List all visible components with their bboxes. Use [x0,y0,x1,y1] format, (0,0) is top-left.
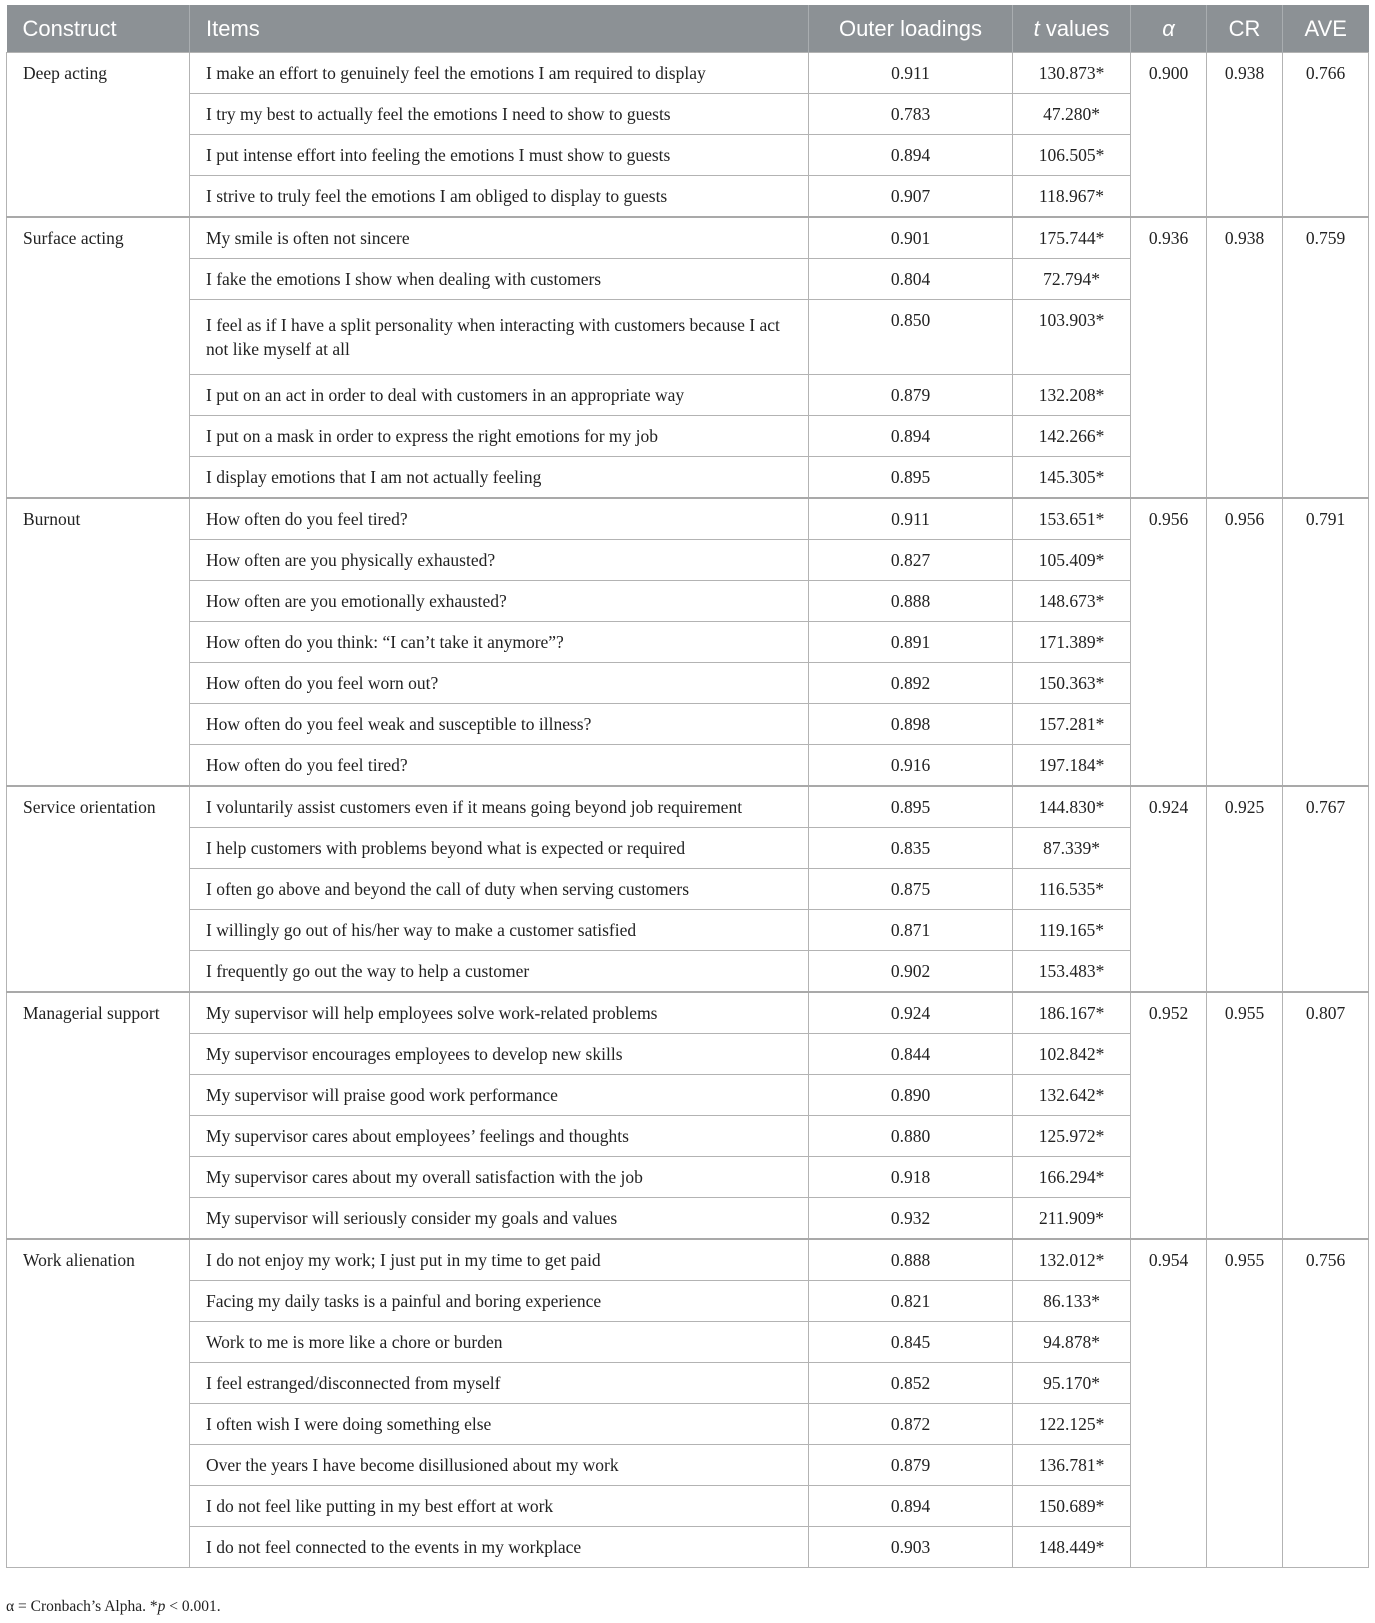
alpha-cell: 0.936 [1131,217,1207,498]
item-cell: My supervisor will praise good work performance [190,1075,809,1116]
t-value-cell: 132.208* [1013,375,1131,416]
item-cell: My supervisor will help employees solve work-related problems [190,992,809,1034]
t-value-cell: 132.642* [1013,1075,1131,1116]
ave-cell: 0.807 [1283,992,1369,1239]
t-value-cell: 150.363* [1013,663,1131,704]
construct-cell: Surface acting [7,217,190,498]
ave-cell: 0.756 [1283,1239,1369,1568]
item-cell: My supervisor cares about my overall satisfaction with the job [190,1157,809,1198]
cr-cell: 0.955 [1207,1239,1283,1568]
outer-loading-cell: 0.918 [809,1157,1013,1198]
cr-cell: 0.956 [1207,498,1283,786]
header-alpha [1131,5,1207,53]
alpha-cell: 0.954 [1131,1239,1207,1568]
item-cell: My supervisor encourages employees to develop new skills [190,1034,809,1075]
outer-loading-cell: 0.888 [809,581,1013,622]
construct-cell: Service orientation [7,786,190,992]
item-cell: I fake the emotions I show when dealing with customers [190,259,809,300]
item-cell: I strive to truly feel the emotions I am obliged to display to guests [190,176,809,218]
outer-loading-cell: 0.894 [809,1486,1013,1527]
footnote-pre: α = Cronbach’s Alpha. * [6,1598,158,1615]
table-body [7,53,1369,1568]
item-cell: Work to me is more like a chore or burden [190,1322,809,1363]
t-value-cell: 136.781* [1013,1445,1131,1486]
item-cell: I make an effort to genuinely feel the emotions I am required to display [190,53,809,94]
item-cell: I display emotions that I am not actually feeling [190,457,809,499]
t-value-cell: 211.909* [1013,1198,1131,1240]
outer-loading-cell: 0.892 [809,663,1013,704]
outer-loading-cell: 0.879 [809,375,1013,416]
item-cell: I voluntarily assist customers even if it means going beyond job requirement [190,786,809,828]
item-cell: Over the years I have become disillusioned about my work [190,1445,809,1486]
t-value-cell: 106.505* [1013,135,1131,176]
construct-cell: Burnout [7,498,190,786]
table-row [7,217,1369,259]
item-cell: How often do you think: “I can’t take it anymore”? [190,622,809,663]
outer-loading-cell: 0.894 [809,135,1013,176]
t-value-cell: 148.449* [1013,1527,1131,1568]
header-cr: CR [1207,5,1283,53]
header-t-rest: values [1039,15,1110,41]
cr-cell: 0.955 [1207,992,1283,1239]
item-cell: I put on a mask in order to express the right emotions for my job [190,416,809,457]
t-value-cell: 116.535* [1013,869,1131,910]
outer-loading-cell: 0.850 [809,300,1013,375]
item-cell: How often are you emotionally exhausted? [190,581,809,622]
item-cell: How often do you feel worn out? [190,663,809,704]
table-row [7,498,1369,540]
t-value-cell: 186.167* [1013,992,1131,1034]
t-value-cell: 47.280* [1013,94,1131,135]
ave-cell: 0.791 [1283,498,1369,786]
outer-loading-cell: 0.898 [809,704,1013,745]
header-row [7,5,1369,53]
table-row [7,1239,1369,1281]
outer-loading-cell: 0.895 [809,786,1013,828]
outer-loading-cell: 0.845 [809,1322,1013,1363]
outer-loading-cell: 0.894 [809,416,1013,457]
alpha-cell: 0.924 [1131,786,1207,992]
outer-loading-cell: 0.835 [809,828,1013,869]
item-cell: How often do you feel tired? [190,498,809,540]
t-value-cell: 144.830* [1013,786,1131,828]
t-value-cell: 142.266* [1013,416,1131,457]
t-value-cell: 197.184* [1013,745,1131,787]
header-construct: Construct [7,5,190,53]
item-cell: I willingly go out of his/her way to make a customer satisfied [190,910,809,951]
t-value-cell: 119.165* [1013,910,1131,951]
outer-loading-cell: 0.901 [809,217,1013,259]
outer-loading-cell: 0.890 [809,1075,1013,1116]
outer-loading-cell: 0.827 [809,540,1013,581]
item-cell: I try my best to actually feel the emotions I need to show to guests [190,94,809,135]
t-value-cell: 118.967* [1013,176,1131,218]
outer-loading-cell: 0.872 [809,1404,1013,1445]
cr-cell: 0.938 [1207,217,1283,498]
t-value-cell: 153.483* [1013,951,1131,993]
t-value-cell: 103.903* [1013,300,1131,375]
item-cell: I often go above and beyond the call of duty when serving customers [190,869,809,910]
outer-loading-cell: 0.844 [809,1034,1013,1075]
table-footnote [6,1598,221,1616]
outer-loading-cell: 0.891 [809,622,1013,663]
item-cell: I do not enjoy my work; I just put in my time to get paid [190,1239,809,1281]
t-value-cell: 95.170* [1013,1363,1131,1404]
t-value-cell: 145.305* [1013,457,1131,499]
header-t-italic: t [1033,15,1040,41]
ave-cell: 0.759 [1283,217,1369,498]
outer-loading-cell: 0.880 [809,1116,1013,1157]
t-value-cell: 157.281* [1013,704,1131,745]
t-value-cell: 175.744* [1013,217,1131,259]
t-value-cell: 171.389* [1013,622,1131,663]
alpha-cell: 0.952 [1131,992,1207,1239]
cr-cell: 0.938 [1207,53,1283,218]
t-value-cell: 86.133* [1013,1281,1131,1322]
item-cell: How often do you feel weak and susceptible to illness? [190,704,809,745]
outer-loading-cell: 0.852 [809,1363,1013,1404]
construct-cell: Managerial support [7,992,190,1239]
item-cell: I feel as if I have a split personality when interacting with customers because I act not like myself at all [190,300,809,375]
construct-cell: Deep acting [7,53,190,218]
t-value-cell: 102.842* [1013,1034,1131,1075]
t-value-cell: 72.794* [1013,259,1131,300]
t-value-cell: 148.673* [1013,581,1131,622]
item-cell: How often do you feel tired? [190,745,809,787]
header-items: Items [190,5,809,53]
item-cell: I do not feel like putting in my best effort at work [190,1486,809,1527]
item-cell: I frequently go out the way to help a customer [190,951,809,993]
t-value-cell: 153.651* [1013,498,1131,540]
outer-loading-cell: 0.875 [809,869,1013,910]
table-row [7,53,1369,94]
t-value-cell: 122.125* [1013,1404,1131,1445]
table-row [7,786,1369,828]
t-value-cell: 125.972* [1013,1116,1131,1157]
t-value-cell: 166.294* [1013,1157,1131,1198]
item-cell: I put intense effort into feeling the emotions I must show to guests [190,135,809,176]
outer-loading-cell: 0.804 [809,259,1013,300]
t-value-cell: 87.339* [1013,828,1131,869]
item-cell: I help customers with problems beyond what is expected or required [190,828,809,869]
outer-loading-cell: 0.911 [809,498,1013,540]
measurement-model-table [6,5,1369,1568]
t-value-cell: 105.409* [1013,540,1131,581]
ave-cell: 0.766 [1283,53,1369,218]
item-cell: My smile is often not sincere [190,217,809,259]
alpha-cell: 0.956 [1131,498,1207,786]
outer-loading-cell: 0.888 [809,1239,1013,1281]
cr-cell: 0.925 [1207,786,1283,992]
footnote-post: < 0.001. [165,1598,221,1615]
t-value-cell: 130.873* [1013,53,1131,94]
outer-loading-cell: 0.871 [809,910,1013,951]
outer-loading-cell: 0.895 [809,457,1013,499]
item-cell: My supervisor will seriously consider my goals and values [190,1198,809,1240]
t-value-cell: 94.878* [1013,1322,1131,1363]
outer-loading-cell: 0.916 [809,745,1013,787]
ave-cell: 0.767 [1283,786,1369,992]
alpha-cell: 0.900 [1131,53,1207,218]
item-cell: I put on an act in order to deal with customers in an appropriate way [190,375,809,416]
outer-loading-cell: 0.903 [809,1527,1013,1568]
item-cell: I do not feel connected to the events in my workplace [190,1527,809,1568]
header-alpha-symbol: α [1162,15,1175,41]
outer-loading-cell: 0.783 [809,94,1013,135]
footnote-p: p [157,1598,166,1615]
outer-loading-cell: 0.924 [809,992,1013,1034]
item-cell: I often wish I were doing something else [190,1404,809,1445]
item-cell: How often are you physically exhausted? [190,540,809,581]
construct-cell: Work alienation [7,1239,190,1568]
t-value-cell: 150.689* [1013,1486,1131,1527]
outer-loading-cell: 0.911 [809,53,1013,94]
outer-loading-cell: 0.821 [809,1281,1013,1322]
item-cell: I feel estranged/disconnected from myself [190,1363,809,1404]
outer-loading-cell: 0.902 [809,951,1013,993]
t-value-cell: 132.012* [1013,1239,1131,1281]
header-ave: AVE [1283,5,1369,53]
table-row [7,992,1369,1034]
outer-loading-cell: 0.932 [809,1198,1013,1240]
header-t-values [1013,5,1131,53]
outer-loading-cell: 0.879 [809,1445,1013,1486]
outer-loading-cell: 0.907 [809,176,1013,218]
header-outer-loadings: Outer loadings [809,5,1013,53]
item-cell: Facing my daily tasks is a painful and boring experience [190,1281,809,1322]
item-cell: My supervisor cares about employees’ feelings and thoughts [190,1116,809,1157]
